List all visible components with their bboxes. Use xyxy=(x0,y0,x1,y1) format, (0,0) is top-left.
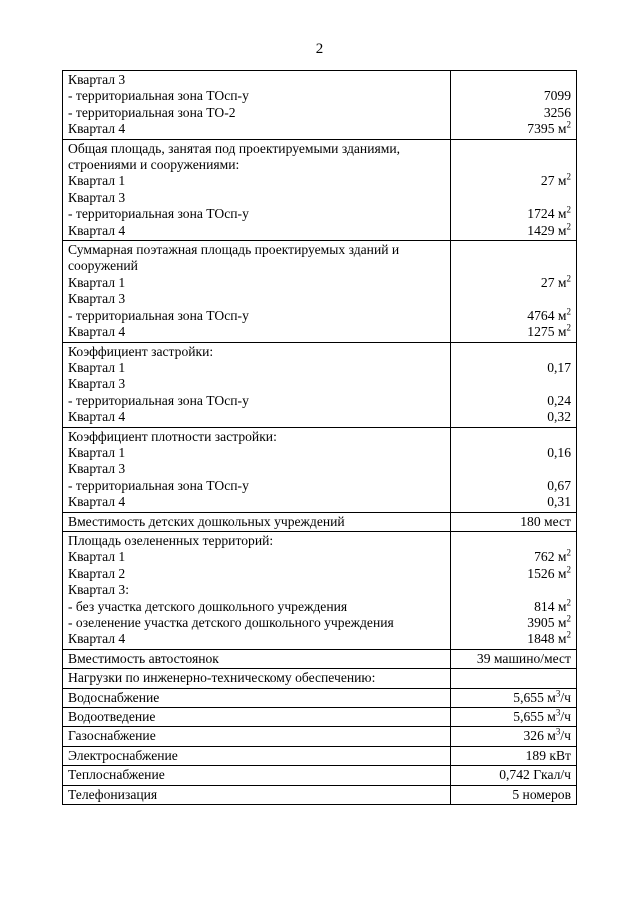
label-cell xyxy=(63,649,451,668)
value-unit: /ч xyxy=(560,728,571,744)
table-row xyxy=(63,649,577,668)
value-sup: 2 xyxy=(566,629,571,640)
value-text: 3905 м xyxy=(527,615,567,630)
value-cell xyxy=(451,727,577,746)
value-sup: 3 xyxy=(555,688,561,699)
row-label: Квартал 1 xyxy=(68,274,126,290)
row-label: - территориальная зона ТО-2 xyxy=(68,104,236,120)
label-cell xyxy=(63,531,451,649)
value-cell xyxy=(451,71,577,140)
value-text: 5,655 м xyxy=(513,689,556,705)
label-cell xyxy=(63,727,451,746)
value-text: 1724 м xyxy=(527,206,567,222)
row-label: Вместимость автостоянок xyxy=(68,650,219,666)
row-value xyxy=(456,275,571,291)
value-text: 814 м xyxy=(534,598,567,614)
label-cell xyxy=(63,427,451,512)
value-text: 326 м xyxy=(523,728,556,744)
row-value: 0,16 xyxy=(547,444,571,460)
value-sup: 2 xyxy=(566,306,571,317)
row-label: Квартал 1 xyxy=(68,549,126,565)
label-cell xyxy=(63,708,451,727)
section-title: Нагрузки по инженерно-техническому обеспечению: xyxy=(68,670,376,686)
row-label: Квартал 3 xyxy=(68,376,126,392)
row-label: Вместимость детских дошкольных учреждений xyxy=(68,513,345,529)
table-row xyxy=(63,766,577,785)
row-value: 3256 xyxy=(543,104,571,120)
value-text: 1526 м xyxy=(527,565,567,581)
row-label: - без участка детского дошкольного учреждения xyxy=(68,598,348,614)
value-text: 7395 м xyxy=(527,121,567,137)
value-text: 1848 м xyxy=(527,631,567,647)
row-label: Водоснабжение xyxy=(68,689,160,705)
row-value xyxy=(456,121,571,137)
row-value: 7099 xyxy=(543,88,571,104)
row-value: 0,67 xyxy=(547,477,571,493)
page-number: 2 xyxy=(315,41,324,57)
value-cell xyxy=(451,512,577,531)
value-sup: 3 xyxy=(555,726,561,737)
value-sup: 2 xyxy=(566,171,571,182)
value-text: 5,655 м xyxy=(513,709,556,725)
row-value: 0,17 xyxy=(547,359,571,375)
label-cell xyxy=(63,512,451,531)
row-label: Электроснабжение xyxy=(68,747,178,763)
row-label: Квартал 1 xyxy=(68,444,126,460)
table-row xyxy=(63,708,577,727)
row-label: - территориальная зона ТОсп-у xyxy=(68,307,249,323)
row-label: Квартал 1 xyxy=(68,359,126,375)
value-cell xyxy=(451,708,577,727)
row-label: - озеленение участка детского дошкольного учреждения xyxy=(68,615,394,630)
row-label: Квартал 4 xyxy=(68,222,126,238)
row-label: Квартал 4 xyxy=(68,494,126,510)
row-label: Телефонизация xyxy=(68,786,158,802)
value-sup: 2 xyxy=(566,204,571,215)
value-cell xyxy=(451,427,577,512)
label-cell xyxy=(63,746,451,765)
value-text: 1429 м xyxy=(527,222,567,238)
table-row xyxy=(63,427,577,512)
value-sup: 3 xyxy=(555,707,561,718)
value-sup: 2 xyxy=(566,547,571,558)
row-value: 189 кВт xyxy=(525,747,571,763)
section-title: Суммарная поэтажная площадь проектируемых зданий и сооружений xyxy=(68,242,400,274)
row-value xyxy=(456,709,571,725)
table-row xyxy=(63,71,577,140)
table-row xyxy=(63,727,577,746)
row-label: - территориальная зона ТОсп-у xyxy=(68,206,249,222)
value-text: 1275 м xyxy=(527,324,567,340)
table-row xyxy=(63,139,577,240)
table-row xyxy=(63,785,577,804)
row-value: 5 номеров xyxy=(512,786,571,802)
value-unit: /ч xyxy=(560,689,571,705)
value-sup: 2 xyxy=(566,273,571,284)
value-sup: 2 xyxy=(566,119,571,130)
row-label: Квартал 3 xyxy=(68,189,126,205)
row-label: Квартал 4 xyxy=(68,324,126,340)
row-label: - территориальная зона ТОсп-у xyxy=(68,477,249,493)
value-cell xyxy=(451,139,577,240)
section-title: Коэффициент застройки: xyxy=(68,343,214,359)
value-cell xyxy=(451,688,577,707)
row-label: Квартал 3 xyxy=(68,72,126,87)
row-label: Газоснабжение xyxy=(68,728,156,744)
row-value: 180 мест xyxy=(520,513,571,529)
row-label: Квартал 1 xyxy=(68,173,126,189)
row-value xyxy=(456,728,571,744)
label-cell xyxy=(63,342,451,427)
row-value xyxy=(456,72,571,88)
table-row xyxy=(63,531,577,649)
value-sup: 2 xyxy=(566,613,571,624)
row-value xyxy=(456,173,571,189)
row-label: Теплоснабжение xyxy=(68,767,165,783)
label-cell xyxy=(63,139,451,240)
row-value xyxy=(456,549,571,565)
table-row xyxy=(63,669,577,688)
row-value: 0,31 xyxy=(547,494,571,510)
row-value xyxy=(456,223,571,239)
table-row xyxy=(63,342,577,427)
parameters-table xyxy=(62,70,577,805)
value-cell xyxy=(451,785,577,804)
row-label: Водоотведение xyxy=(68,709,156,725)
value-cell xyxy=(451,766,577,785)
label-cell xyxy=(63,669,451,688)
value-text: 27 м xyxy=(540,173,567,189)
row-label: Квартал 4 xyxy=(68,631,126,647)
value-text: 4764 м xyxy=(527,307,567,323)
row-label: Квартал 2 xyxy=(68,565,126,581)
label-cell xyxy=(63,71,451,140)
row-value xyxy=(456,690,571,706)
value-cell xyxy=(451,746,577,765)
section-title: Коэффициент плотности застройки: xyxy=(68,428,277,444)
table-row xyxy=(63,241,577,342)
row-value xyxy=(456,308,571,324)
row-label: Квартал 4 xyxy=(68,409,126,425)
value-cell xyxy=(451,649,577,668)
row-label: Квартал 3 xyxy=(68,291,126,307)
row-label: Квартал 3 xyxy=(68,461,126,477)
section-title: Общая площадь, занятая под проектируемыми зданиями, строениями и сооружениями: xyxy=(68,140,401,173)
section-title: Площадь озелененных территорий: xyxy=(68,532,274,548)
row-value xyxy=(456,615,571,631)
label-cell xyxy=(63,241,451,342)
value-unit: /ч xyxy=(560,709,571,725)
label-cell xyxy=(63,688,451,707)
table-row xyxy=(63,512,577,531)
value-cell xyxy=(451,669,577,688)
label-cell xyxy=(63,785,451,804)
value-sup: 2 xyxy=(566,597,571,608)
table-row xyxy=(63,688,577,707)
value-cell xyxy=(451,241,577,342)
value-cell xyxy=(451,342,577,427)
row-value: 0,32 xyxy=(547,409,571,425)
value-sup: 2 xyxy=(566,322,571,333)
table-row xyxy=(63,746,577,765)
value-cell xyxy=(451,531,577,649)
value-text: 762 м xyxy=(534,549,567,565)
row-value: 0,24 xyxy=(547,392,571,408)
value-text: 27 м xyxy=(540,274,567,290)
value-sup: 2 xyxy=(566,221,571,232)
value-sup: 2 xyxy=(566,564,571,575)
row-value xyxy=(456,566,571,582)
row-value: 39 машино/мест xyxy=(476,650,571,666)
row-value xyxy=(456,206,571,222)
label-cell xyxy=(63,766,451,785)
row-label: - территориальная зона ТОсп-у xyxy=(68,392,249,408)
row-label: Квартал 4 xyxy=(68,121,126,137)
row-value: 0,742 Гкал/ч xyxy=(499,767,571,783)
row-value xyxy=(456,631,571,647)
row-label: Квартал 3: xyxy=(68,582,129,598)
row-label: - территориальная зона ТОсп-у xyxy=(68,88,249,104)
row-value xyxy=(456,324,571,340)
row-value xyxy=(456,599,571,615)
